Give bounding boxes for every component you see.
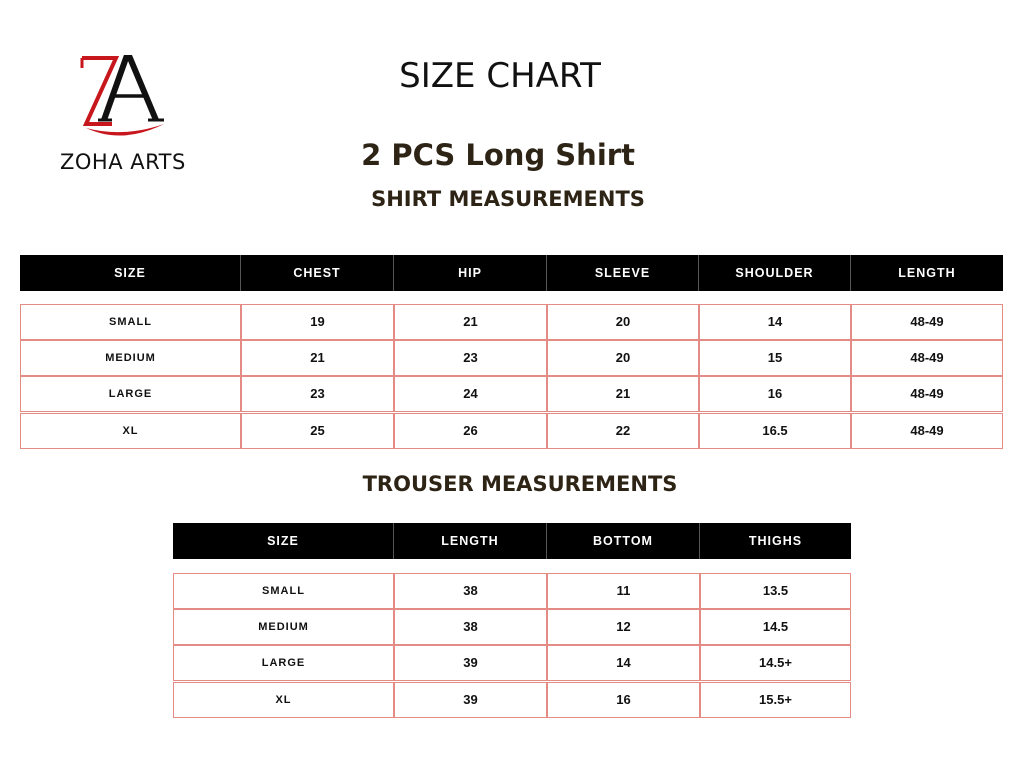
table-cell: 23 <box>241 376 394 412</box>
table-cell: 14 <box>547 645 700 681</box>
product-title: 2 PCS Long Shirt <box>361 138 635 172</box>
column-header: BOTTOM <box>547 523 700 559</box>
table-cell: 14.5 <box>700 609 851 645</box>
table-cell: SMALL <box>20 304 241 340</box>
table-cell: 15 <box>699 340 851 376</box>
table-cell: 21 <box>547 376 699 412</box>
table-cell: 39 <box>394 645 547 681</box>
table-cell: 23 <box>394 340 547 376</box>
trouser-table-header <box>173 523 851 559</box>
page-title: SIZE CHART <box>399 56 601 96</box>
table-cell: 48-49 <box>851 340 1003 376</box>
column-header: LENGTH <box>898 266 956 280</box>
table-cell: 21 <box>394 304 547 340</box>
table-cell: 22 <box>547 413 699 449</box>
table-cell: 20 <box>547 304 699 340</box>
table-cell: 15.5+ <box>700 682 851 718</box>
table-cell: 14.5+ <box>700 645 851 681</box>
shirt-section-title: SHIRT MEASUREMENTS <box>371 187 645 211</box>
column-header: CHEST <box>241 255 394 291</box>
table-cell: 48-49 <box>851 413 1003 449</box>
table-cell: 12 <box>547 609 700 645</box>
table-row <box>20 304 1003 340</box>
column-header: HIP <box>394 255 547 291</box>
table-cell: MEDIUM <box>173 609 394 645</box>
table-cell: LARGE <box>173 645 394 681</box>
table-cell: 14 <box>699 304 851 340</box>
table-cell: 38 <box>394 573 547 609</box>
column-header: SLEEVE <box>547 255 699 291</box>
table-row <box>20 413 1003 449</box>
table-cell: 20 <box>547 340 699 376</box>
column-header: SIZE <box>20 255 241 291</box>
table-row <box>20 376 1003 412</box>
column-header: LENGTH <box>394 523 547 559</box>
table-cell: 24 <box>394 376 547 412</box>
table-cell: XL <box>20 413 241 449</box>
table-cell: 38 <box>394 609 547 645</box>
table-cell: 19 <box>241 304 394 340</box>
table-cell: 25 <box>241 413 394 449</box>
table-cell: SMALL <box>173 573 394 609</box>
table-cell: 21 <box>241 340 394 376</box>
table-cell: 26 <box>394 413 547 449</box>
trouser-section-title: TROUSER MEASUREMENTS <box>362 472 678 496</box>
table-cell: XL <box>173 682 394 718</box>
table-row <box>173 609 851 645</box>
table-cell: 11 <box>547 573 700 609</box>
table-cell: 16 <box>699 376 851 412</box>
table-row <box>173 682 851 718</box>
table-cell: 16 <box>547 682 700 718</box>
table-cell: 48-49 <box>851 304 1003 340</box>
table-row <box>20 340 1003 376</box>
table-cell: 16.5 <box>699 413 851 449</box>
table-cell: MEDIUM <box>20 340 241 376</box>
table-cell: LARGE <box>20 376 241 412</box>
column-header: SHOULDER <box>699 255 851 291</box>
table-cell: 13.5 <box>700 573 851 609</box>
column-header: THIGHS <box>748 534 803 548</box>
brand-name: ZOHA ARTS <box>60 150 186 174</box>
shirt-table-header <box>20 255 1003 291</box>
table-row <box>173 645 851 681</box>
table-row <box>173 573 851 609</box>
table-cell: 48-49 <box>851 376 1003 412</box>
table-cell: 39 <box>394 682 547 718</box>
column-header: SIZE <box>173 523 394 559</box>
